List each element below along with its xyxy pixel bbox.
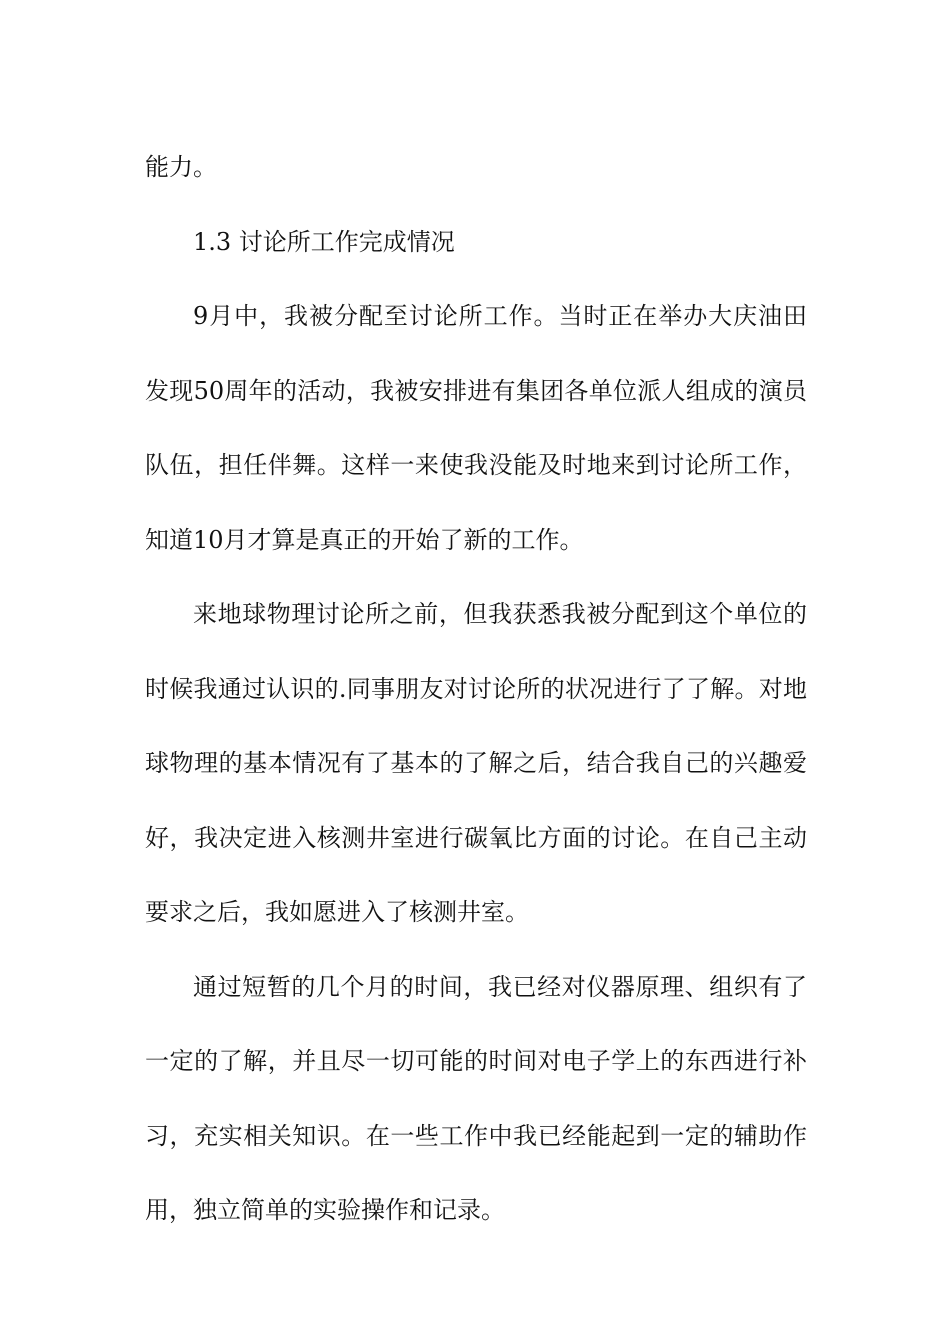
document-body [145,130,807,1248]
text-line: 发现50周年的活动，我被安排进有集团各单位派人组成的演员 [145,376,807,405]
text-line: 时候我通过认识的.同事朋友对讨论所的状况进行了了解。对地 [145,674,807,703]
text-line: 队伍，担任伴舞。这样一来使我没能及时地来到讨论所工作， [145,451,807,479]
text-line: 能力。 [145,153,217,181]
text-line: 来地球物理讨论所之前，但我获悉我被分配到这个单位的 [193,600,807,628]
text-line: 9月中，我被分配至讨论所工作。当时正在举办大庆油田 [193,302,807,330]
text-line: 好，我决定进入核测井室进行碳氧比方面的讨论。在自己主动 [145,823,807,852]
text-line: 一定的了解，并且尽一切可能的时间对电子学上的东西进行补 [145,1047,807,1075]
text-line: 知道10月才算是真正的开始了新的工作。 [145,525,584,554]
text-line: 用，独立简单的实验操作和记录。 [145,1196,505,1224]
text-line: 球物理的基本情况有了基本的了解之后，结合我自己的兴趣爱 [145,749,807,777]
text-line: 通过短暂的几个月的时间，我已经对仪器原理、组织有了 [193,972,807,1001]
text-line: 要求之后，我如愿进入了核测井室。 [145,898,529,926]
section-heading: 1.3 讨论所工作完成情况 [193,227,455,256]
text-line: 习，充实相关知识。在一些工作中我已经能起到一定的辅助作 [145,1121,807,1150]
